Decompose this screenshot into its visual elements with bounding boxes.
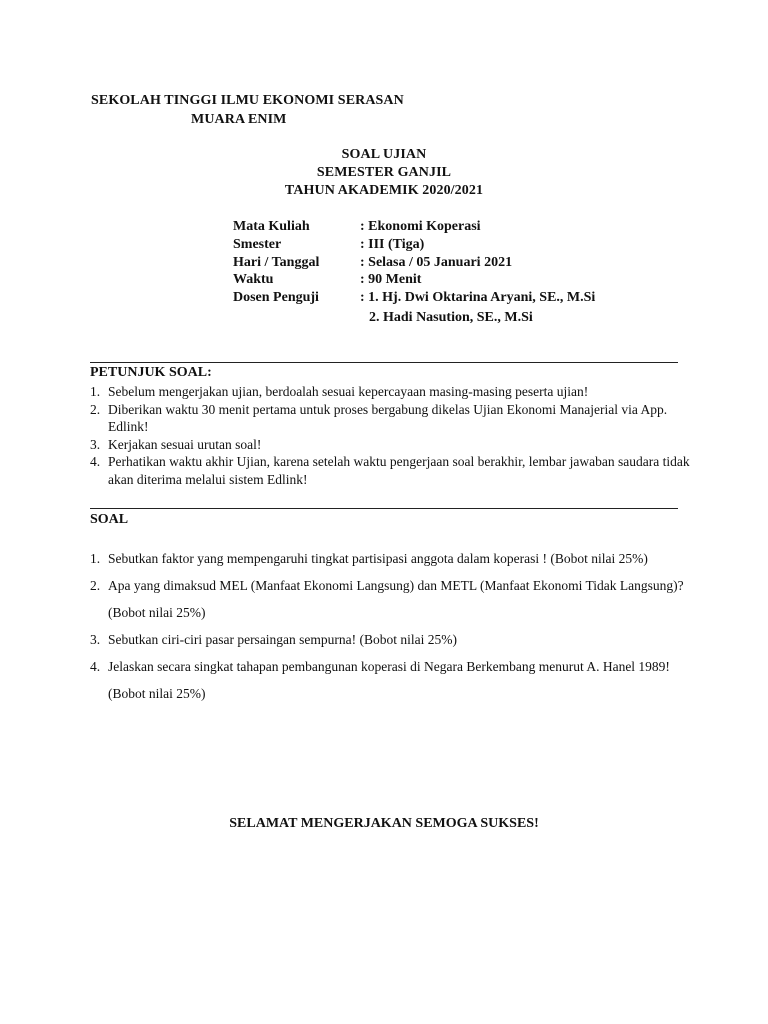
info-value-examiner-2: 2. Hadi Nasution, SE., M.Si: [369, 310, 533, 325]
instruction-number: 1.: [90, 384, 101, 399]
academic-year-title: TAHUN AKADEMIK 2020/2021: [284, 183, 484, 198]
closing-message: SELAMAT MENGERJAKAN SEMOGA SUKSES!: [229, 816, 539, 831]
institution-city: MUARA ENIM: [191, 112, 287, 127]
question-item: [90, 653, 690, 707]
questions-list: [90, 545, 690, 707]
info-label-date: Hari / Tanggal: [233, 255, 320, 270]
info-value-date: : Selasa / 05 Januari 2021: [360, 255, 513, 270]
instruction-number: 4.: [90, 454, 101, 470]
question-item: [90, 626, 690, 653]
question-text: Jelaskan secara singkat tahapan pembangunan koperasi di Negara Berkembang menurut A. Hanel 1989! (Bobot nilai 25%): [108, 659, 670, 701]
instruction-number: 2.: [90, 401, 101, 417]
instruction-text: Sebelum mengerjakan ujian, berdoalah sesuai kepercayaan masing-masing peserta ujian!: [108, 384, 589, 399]
question-item: [90, 572, 690, 626]
question-text: Sebutkan ciri-ciri pasar persaingan sempurna! (Bobot nilai 25%): [108, 632, 458, 647]
info-value-semester: : III (Tiga): [360, 237, 425, 252]
question-text: Sebutkan faktor yang mempengaruhi tingkat partisipasi anggota dalam koperasi ! (Bobot nilai 25%): [108, 551, 648, 566]
info-value-duration: : 90 Menit: [360, 272, 422, 287]
question-number: 1.: [90, 551, 101, 566]
question-number: 2.: [90, 578, 101, 593]
question-number: 3.: [90, 632, 101, 647]
info-label-semester: Smester: [233, 237, 282, 252]
instruction-text: Perhatikan waktu akhir Ujian, karena setelah waktu pengerjaan soal berakhir, lembar jawaban saudara tidak akan diterima melalui sistem Edlink!: [108, 454, 690, 487]
instruction-text: Diberikan waktu 30 menit pertama untuk proses bergabung dikelas Ujian Ekonomi Manajerial via App. Edlink!: [108, 401, 668, 435]
semester-title: SEMESTER GANJIL: [316, 165, 452, 180]
instruction-text: Kerjakan sesuai urutan soal!: [108, 436, 262, 452]
instruction-item: [90, 453, 690, 488]
institution-name: SEKOLAH TINGGI ILMU EKONOMI SERASAN: [91, 93, 404, 108]
instruction-item: [90, 401, 690, 436]
question-number: 4.: [90, 659, 101, 674]
instruction-number: 3.: [90, 436, 101, 452]
questions-title: SOAL: [90, 512, 129, 527]
divider-top: [90, 362, 678, 363]
instructions-title: PETUNJUK SOAL:: [90, 365, 212, 380]
info-label-examiner: Dosen Penguji: [233, 290, 319, 305]
exam-title: SOAL UJIAN: [341, 147, 427, 162]
divider-bottom: [90, 508, 678, 509]
instruction-item: [90, 383, 690, 401]
info-label-course: Mata Kuliah: [233, 219, 310, 234]
instructions-list: [90, 383, 690, 489]
instruction-item: [90, 436, 690, 454]
info-value-course: : Ekonomi Koperasi: [360, 219, 481, 234]
question-text: Apa yang dimaksud MEL (Manfaat Ekonomi Langsung) dan METL (Manfaat Ekonomi Tidak Langsung)? (Bobot nilai 25%): [108, 578, 684, 620]
info-label-duration: Waktu: [233, 272, 274, 287]
info-value-examiner-1: : 1. Hj. Dwi Oktarina Aryani, SE., M.Si: [360, 290, 596, 305]
question-item: [90, 545, 690, 572]
